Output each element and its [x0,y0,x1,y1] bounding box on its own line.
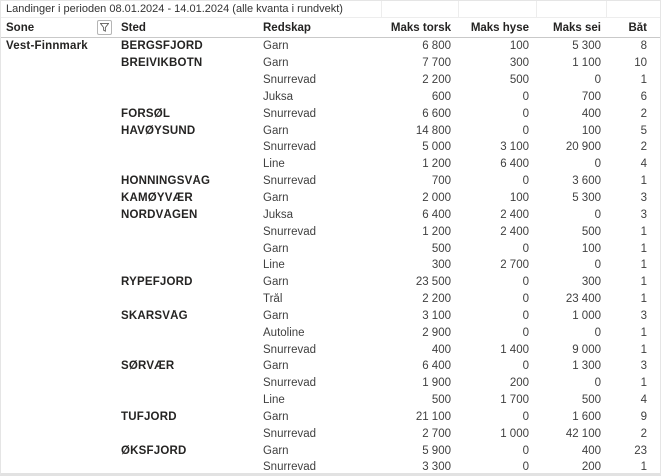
cell-maks-hyse: 2 400 [500,208,529,221]
cell-bat: 3 [640,192,647,205]
cell-maks-sei: 300 [581,276,601,289]
cell-maks-sei: 0 [594,158,601,171]
cell-sone: Vest-Finnmark [6,40,88,53]
cell-maks-sei: 0 [594,74,601,87]
cell-redskap: Garn [263,309,289,322]
cell-maks-sei: 500 [581,394,601,407]
cell-maks-sei: 3 600 [572,175,601,188]
cell-maks-sei: 5 300 [572,192,601,205]
cell-maks-torsk: 300 [431,259,451,272]
cell-maks-sei: 1 000 [572,309,601,322]
cell-maks-sei: 1 300 [572,360,601,373]
cell-redskap: Snurrevad [263,175,317,188]
cell-bat: 1 [640,175,647,188]
cell-maks-hyse: 1 400 [500,343,529,356]
cell-maks-sei: 200 [581,461,601,474]
filter-funnel-icon[interactable] [97,20,112,35]
table-row[interactable] [1,375,660,392]
cell-redskap: Juksa [263,90,294,103]
cell-bat: 1 [640,343,647,356]
cell-sted: BREIVIKBOTN [121,57,203,70]
table-row[interactable] [1,105,660,122]
cell-maks-hyse: 6 400 [500,158,529,171]
table-row[interactable] [1,291,660,308]
cell-maks-hyse: 0 [522,276,529,289]
table-row[interactable] [1,425,660,442]
table-header-row [1,18,660,38]
cell-sted: NORDVÅGEN [121,208,198,221]
cell-bat: 2 [640,141,647,154]
cell-redskap: Garn [263,411,289,424]
column-header-maks-torsk[interactable]: Maks torsk [390,21,451,34]
cell-maks-torsk: 500 [431,242,451,255]
cell-bat: 10 [634,57,647,70]
cell-bat: 1 [640,225,647,238]
cell-maks-hyse: 0 [522,444,529,457]
cell-bat: 1 [640,259,647,272]
table-body [1,38,660,476]
cell-maks-torsk: 23 500 [415,276,451,289]
cell-sted: SØRVÆR [121,360,175,373]
cell-maks-hyse: 0 [522,124,529,137]
cell-maks-sei: 0 [594,259,601,272]
cell-bat: 1 [640,326,647,339]
cell-maks-sei: 100 [581,124,601,137]
cell-bat: 1 [640,242,647,255]
cell-maks-torsk: 5 000 [422,141,451,154]
table-row[interactable] [1,38,660,55]
table-row[interactable] [1,392,660,409]
column-header-bat[interactable]: Båt [628,21,647,34]
cell-bat: 1 [640,461,647,474]
cell-redskap: Snurrevad [263,107,317,120]
cell-maks-hyse: 100 [509,192,529,205]
cell-maks-torsk: 1 200 [422,158,451,171]
cell-maks-torsk: 2 200 [422,74,451,87]
cell-redskap: Snurrevad [263,461,317,474]
cell-maks-torsk: 14 800 [415,124,451,137]
cell-maks-torsk: 7 700 [422,57,451,70]
cell-redskap: Garn [263,276,289,289]
cell-bat: 4 [640,158,647,171]
column-header-sted[interactable]: Sted [121,21,146,34]
cell-maks-sei: 0 [594,377,601,390]
column-header-redskap[interactable]: Redskap [263,21,311,34]
table-row[interactable] [1,240,660,257]
cell-maks-sei: 400 [581,444,601,457]
table-row[interactable] [1,89,660,106]
cell-maks-torsk: 6 400 [422,208,451,221]
column-divider [536,1,537,17]
cell-maks-torsk: 6 800 [422,40,451,53]
cell-maks-torsk: 2 200 [422,293,451,306]
cell-bat: 1 [640,377,647,390]
cell-sted: TUFJORD [121,411,177,424]
cell-maks-hyse: 200 [509,377,529,390]
cell-maks-hyse: 300 [509,57,529,70]
cell-maks-torsk: 2 000 [422,192,451,205]
funnel-glyph [100,23,109,32]
table-row[interactable] [1,341,660,358]
cell-redskap: Garn [263,192,289,205]
cell-redskap: Snurrevad [263,377,317,390]
cell-bat: 2 [640,107,647,120]
column-header-sone[interactable] [1,20,114,35]
cell-maks-torsk: 3 100 [422,309,451,322]
cell-maks-hyse: 0 [522,309,529,322]
cell-maks-hyse: 1 000 [500,427,529,440]
cell-sted: KAMØYVÆR [121,192,193,205]
cell-bat: 9 [640,411,647,424]
cell-maks-hyse: 0 [522,242,529,255]
table-title: Landinger i perioden 08.01.2024 - 14.01.2024 (alle kvanta i rundvekt) [6,3,343,15]
cell-maks-hyse: 100 [509,40,529,53]
cell-sted: HONNINGSVÅG [121,175,211,188]
cell-redskap: Garn [263,242,289,255]
table-row[interactable] [1,257,660,274]
cell-bat: 1 [640,276,647,289]
cell-maks-sei: 1 100 [572,57,601,70]
cell-maks-torsk: 6 600 [422,107,451,120]
cell-bat: 2 [640,427,647,440]
cell-maks-torsk: 600 [431,90,451,103]
cell-maks-hyse: 1 700 [500,394,529,407]
table-row[interactable] [1,358,660,375]
cell-redskap: Snurrevad [263,343,317,356]
table-row[interactable] [1,72,660,89]
cell-redskap: Garn [263,40,289,53]
cell-redskap: Line [263,259,285,272]
cell-redskap: Snurrevad [263,225,317,238]
cell-maks-sei: 9 000 [572,343,601,356]
cell-sted: SKARSVÅG [121,309,188,322]
table-row[interactable] [1,459,660,476]
cell-maks-sei: 20 900 [565,141,601,154]
column-header-maks-sei[interactable]: Maks sei [553,21,601,34]
cell-maks-sei: 700 [581,90,601,103]
cell-maks-hyse: 2 400 [500,225,529,238]
cell-redskap: Autoline [263,326,305,339]
cell-redskap: Trål [263,293,283,306]
cell-bat: 4 [640,394,647,407]
cell-maks-torsk: 400 [431,343,451,356]
cell-maks-sei: 400 [581,107,601,120]
cell-bat: 3 [640,208,647,221]
cell-redskap: Snurrevad [263,74,317,87]
cell-maks-torsk: 2 900 [422,326,451,339]
cell-maks-torsk: 1 900 [422,377,451,390]
cell-redskap: Garn [263,57,289,70]
cell-maks-sei: 1 600 [572,411,601,424]
cell-maks-hyse: 0 [522,360,529,373]
cell-maks-sei: 0 [594,208,601,221]
cell-maks-sei: 0 [594,326,601,339]
cell-maks-torsk: 5 900 [422,444,451,457]
column-divider [606,1,607,17]
cell-redskap: Juksa [263,208,294,221]
cell-bat: 1 [640,74,647,87]
cell-maks-torsk: 1 200 [422,225,451,238]
cell-bat: 3 [640,309,647,322]
table-title-bar [1,1,660,18]
table-row[interactable] [1,156,660,173]
cell-maks-hyse: 0 [522,411,529,424]
cell-sted: ØKSFJORD [121,444,187,457]
table-row[interactable] [1,173,660,190]
cell-maks-torsk: 500 [431,394,451,407]
cell-maks-hyse: 500 [509,74,529,87]
cell-maks-torsk: 21 100 [415,411,451,424]
cell-bat: 23 [634,444,647,457]
table-row[interactable] [1,122,660,139]
cell-maks-sei: 5 300 [572,40,601,53]
cell-maks-hyse: 0 [522,175,529,188]
column-divider [381,1,382,17]
table-row[interactable] [1,223,660,240]
cell-redskap: Garn [263,124,289,137]
cell-maks-hyse: 3 100 [500,141,529,154]
cell-maks-hyse: 0 [522,461,529,474]
cell-maks-hyse: 0 [522,293,529,306]
cell-bat: 6 [640,90,647,103]
cell-maks-sei: 42 100 [565,427,601,440]
cell-bat: 5 [640,124,647,137]
cell-maks-hyse: 0 [522,326,529,339]
cell-maks-torsk: 2 700 [422,427,451,440]
cell-redskap: Garn [263,360,289,373]
table-row[interactable] [1,139,660,156]
cell-bat: 1 [640,293,647,306]
column-divider [458,1,459,17]
cell-redskap: Garn [263,444,289,457]
column-header-label: Sone [6,21,35,34]
table-row[interactable] [1,55,660,72]
table-row[interactable] [1,324,660,341]
cell-sted: BERGSFJORD [121,40,203,53]
table-row[interactable] [1,308,660,325]
cell-redskap: Line [263,394,285,407]
cell-bat: 3 [640,360,647,373]
cell-redskap: Snurrevad [263,427,317,440]
table-row[interactable] [1,274,660,291]
column-header-maks-hyse[interactable]: Maks hyse [470,21,529,34]
cell-maks-torsk: 6 400 [422,360,451,373]
cell-maks-sei: 500 [581,225,601,238]
cell-maks-sei: 23 400 [565,293,601,306]
cell-sted: HAVØYSUND [121,124,196,137]
table-row[interactable] [1,206,660,223]
cell-sted: RYPEFJORD [121,276,193,289]
cell-maks-torsk: 700 [431,175,451,188]
cell-maks-hyse: 0 [522,90,529,103]
cell-redskap: Snurrevad [263,141,317,154]
cell-sted: FORSØL [121,107,171,120]
cell-maks-hyse: 0 [522,107,529,120]
cell-redskap: Line [263,158,285,171]
cell-maks-hyse: 2 700 [500,259,529,272]
cell-maks-sei: 100 [581,242,601,255]
cell-maks-torsk: 3 300 [422,461,451,474]
cell-bat: 8 [640,40,647,53]
table-row[interactable] [1,409,660,426]
table-row[interactable] [1,190,660,207]
table-row[interactable] [1,442,660,459]
